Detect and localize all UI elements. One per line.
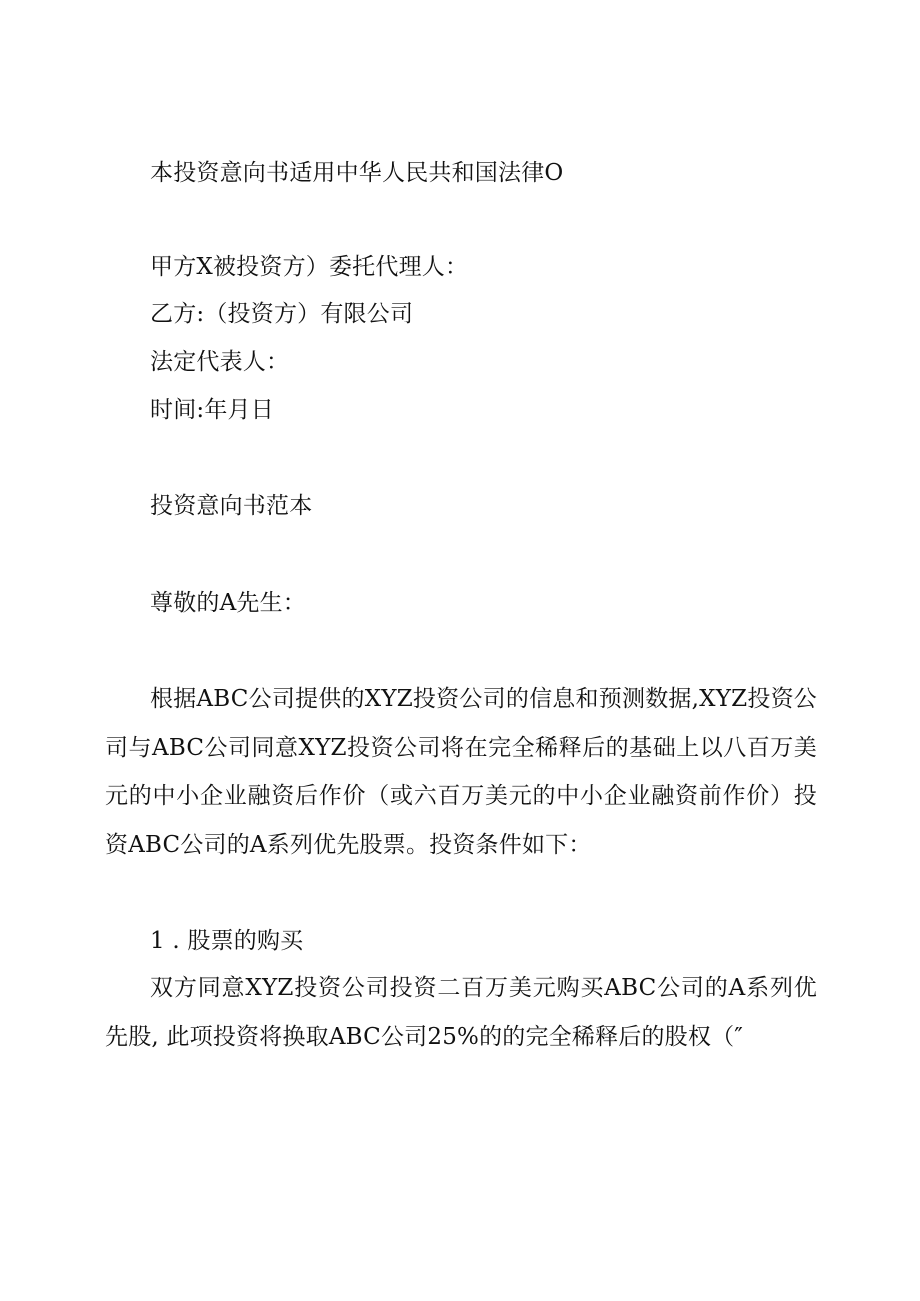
date-line: 时间:年月日 — [150, 397, 274, 423]
salutation: 尊敬的A先生： — [150, 590, 307, 616]
governing-law-line: 本投资意向书适用中华人民共和国法律O — [150, 160, 564, 186]
party-a-line: 甲方X被投资方）委托代理人： — [150, 254, 469, 280]
section-1-paragraph: 双方同意XYZ投资公司投资二百万美元购买ABC公司的A系列优先股, 此项投资将换取ABC公司25%的的完全稀释后的股权（″ — [105, 975, 817, 1050]
intro-paragraph: 根据ABC公司提供的XYZ投资公司的信息和预测数据,XYZ投资公司与ABC公司同意XYZ投资公司将在完全稀释后的基础上以八百万美元的中小企业融资后作价（或六百万美元的中小企业融资前作价）投资ABC公司的A系列优先股票。投资条件如下： — [105, 686, 817, 858]
party-b-line: 乙方:（投资方）有限公司 — [150, 301, 414, 327]
legal-representative-line: 法定代表人： — [150, 349, 290, 375]
template-title: 投资意向书范本 — [150, 493, 313, 519]
section-1-heading: 1 . 股票的购买 — [150, 928, 304, 954]
